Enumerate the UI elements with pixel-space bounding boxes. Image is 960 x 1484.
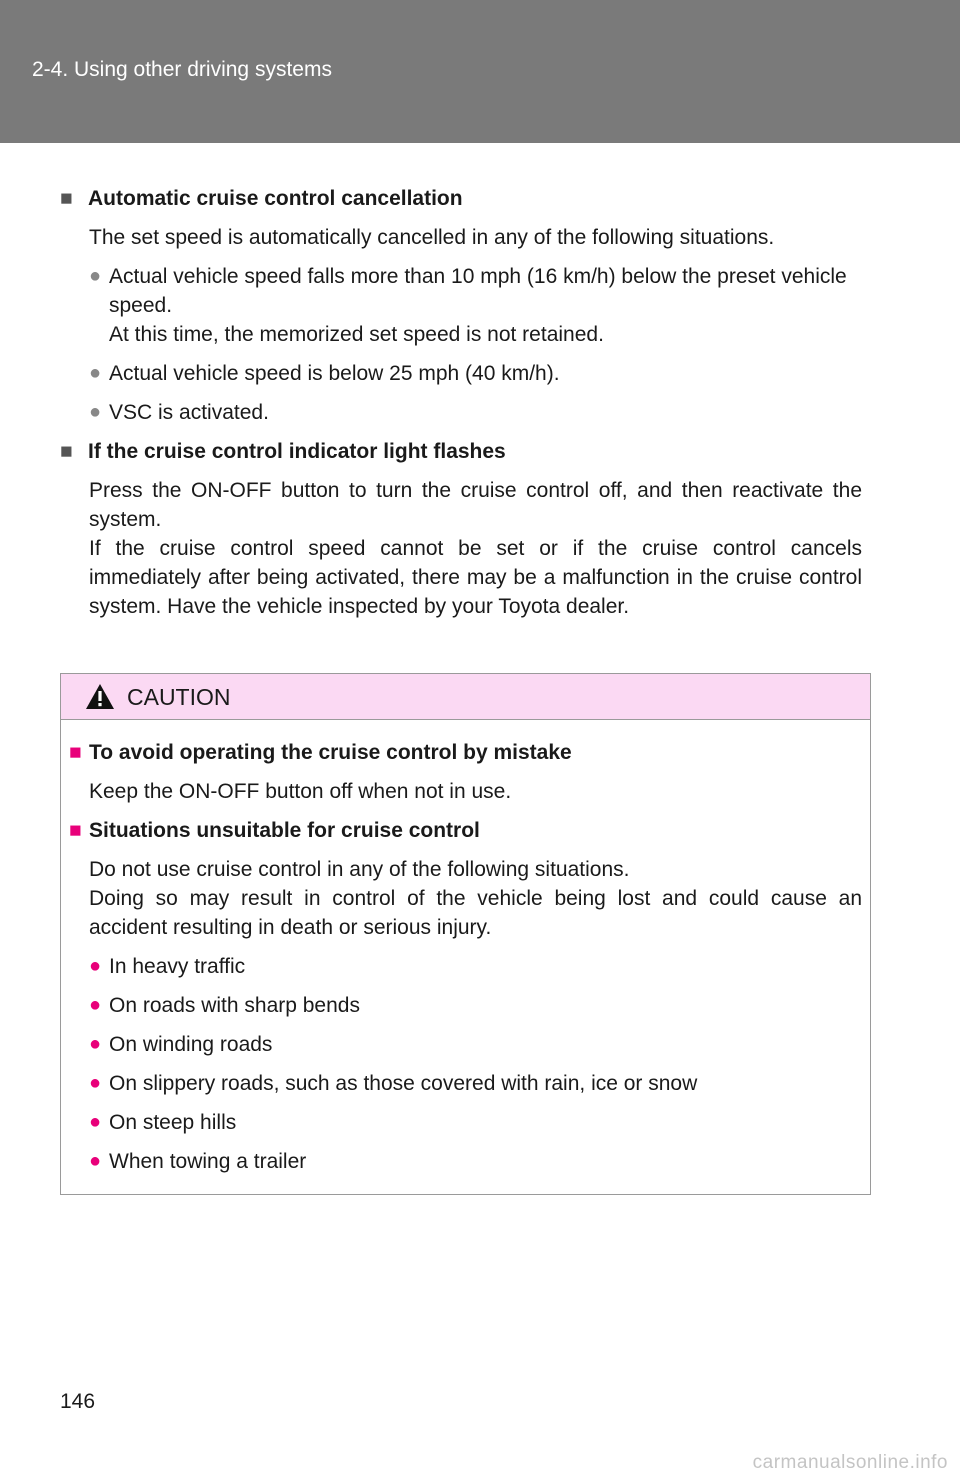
watermark: carmanualsonline.info xyxy=(752,1452,948,1473)
list-item-note: At this time, the memorized set speed is not retained. xyxy=(109,323,604,346)
warning-triangle-icon xyxy=(85,683,115,710)
list-item xyxy=(89,1108,862,1137)
list-item-text: On roads with sharp bends xyxy=(109,994,360,1017)
section-title-text: If the cruise control indicator light flashes xyxy=(88,440,506,463)
caution-label: CAUTION xyxy=(127,684,231,710)
caution-section-title-text: To avoid operating the cruise control by mistake xyxy=(89,741,572,764)
circle-bullet-icon: ● xyxy=(89,401,102,423)
circle-bullet-icon: ● xyxy=(89,994,102,1016)
circle-bullet-icon: ● xyxy=(89,1072,102,1094)
circle-bullet-icon: ● xyxy=(89,1150,102,1172)
paragraph: Do not use cruise control in any of the following situations. xyxy=(89,858,630,881)
page-header xyxy=(0,0,960,143)
paragraph: Press the ON-OFF button to turn the cruise control off, and then reactivate the system. xyxy=(89,479,862,531)
list-item xyxy=(89,952,862,981)
paragraph: If the cruise control speed cannot be set or if the cruise control cancels immediately after being activated, there may be a malfunction in the cruise control system. Have the vehicle inspected by your Toyota dealer. xyxy=(89,537,862,618)
list-item-text: Actual vehicle speed is below 25 mph (40 km/h). xyxy=(109,362,560,385)
square-bullet-icon: ■ xyxy=(69,819,82,842)
list-item-text: On slippery roads, such as those covered with rain, ice or snow xyxy=(109,1072,698,1095)
paragraph: Doing so may result in control of the vehicle being lost and could cause an accident resulting in death or serious injury. xyxy=(89,887,862,939)
caution-section-title-text: Situations unsuitable for cruise control xyxy=(89,819,480,842)
circle-bullet-icon: ● xyxy=(89,362,102,384)
header-title: 2-4. Using other driving systems xyxy=(32,58,332,81)
list-item-text: VSC is activated. xyxy=(109,401,269,424)
paragraph: Keep the ON-OFF button off when not in use. xyxy=(89,780,512,803)
list-item-text: In heavy traffic xyxy=(109,955,246,978)
circle-bullet-icon: ● xyxy=(89,955,102,977)
list-item xyxy=(89,262,862,349)
list-item xyxy=(89,1030,862,1059)
section-title xyxy=(60,437,862,466)
circle-bullet-icon: ● xyxy=(89,1033,102,1055)
section-title xyxy=(60,184,862,213)
caution-box xyxy=(60,673,871,1195)
square-bullet-icon: ■ xyxy=(60,187,73,210)
list-item-text: When towing a trailer xyxy=(109,1150,307,1173)
list-item xyxy=(89,1147,862,1176)
list-item-text: Actual vehicle speed falls more than 10 mph (16 km/h) below the preset vehicle speed. xyxy=(109,265,847,317)
caution-section-title xyxy=(69,738,862,767)
list-item-text: On winding roads xyxy=(109,1033,273,1056)
caution-section-title xyxy=(69,816,862,845)
list-item xyxy=(89,359,862,388)
circle-bullet-icon: ● xyxy=(89,265,102,287)
list-item-text: On steep hills xyxy=(109,1111,237,1134)
main-content xyxy=(60,184,862,621)
list-item xyxy=(89,398,862,427)
section-intro: The set speed is automatically cancelled in any of the following situations. xyxy=(89,226,775,249)
caution-body xyxy=(61,720,870,1176)
square-bullet-icon: ■ xyxy=(69,741,82,764)
list-item xyxy=(89,991,862,1020)
caution-header xyxy=(61,674,870,720)
list-item xyxy=(89,1069,862,1098)
page-number: 146 xyxy=(60,1390,96,1413)
square-bullet-icon: ■ xyxy=(60,440,73,463)
section-title-text: Automatic cruise control cancellation xyxy=(88,187,463,210)
circle-bullet-icon: ● xyxy=(89,1111,102,1133)
